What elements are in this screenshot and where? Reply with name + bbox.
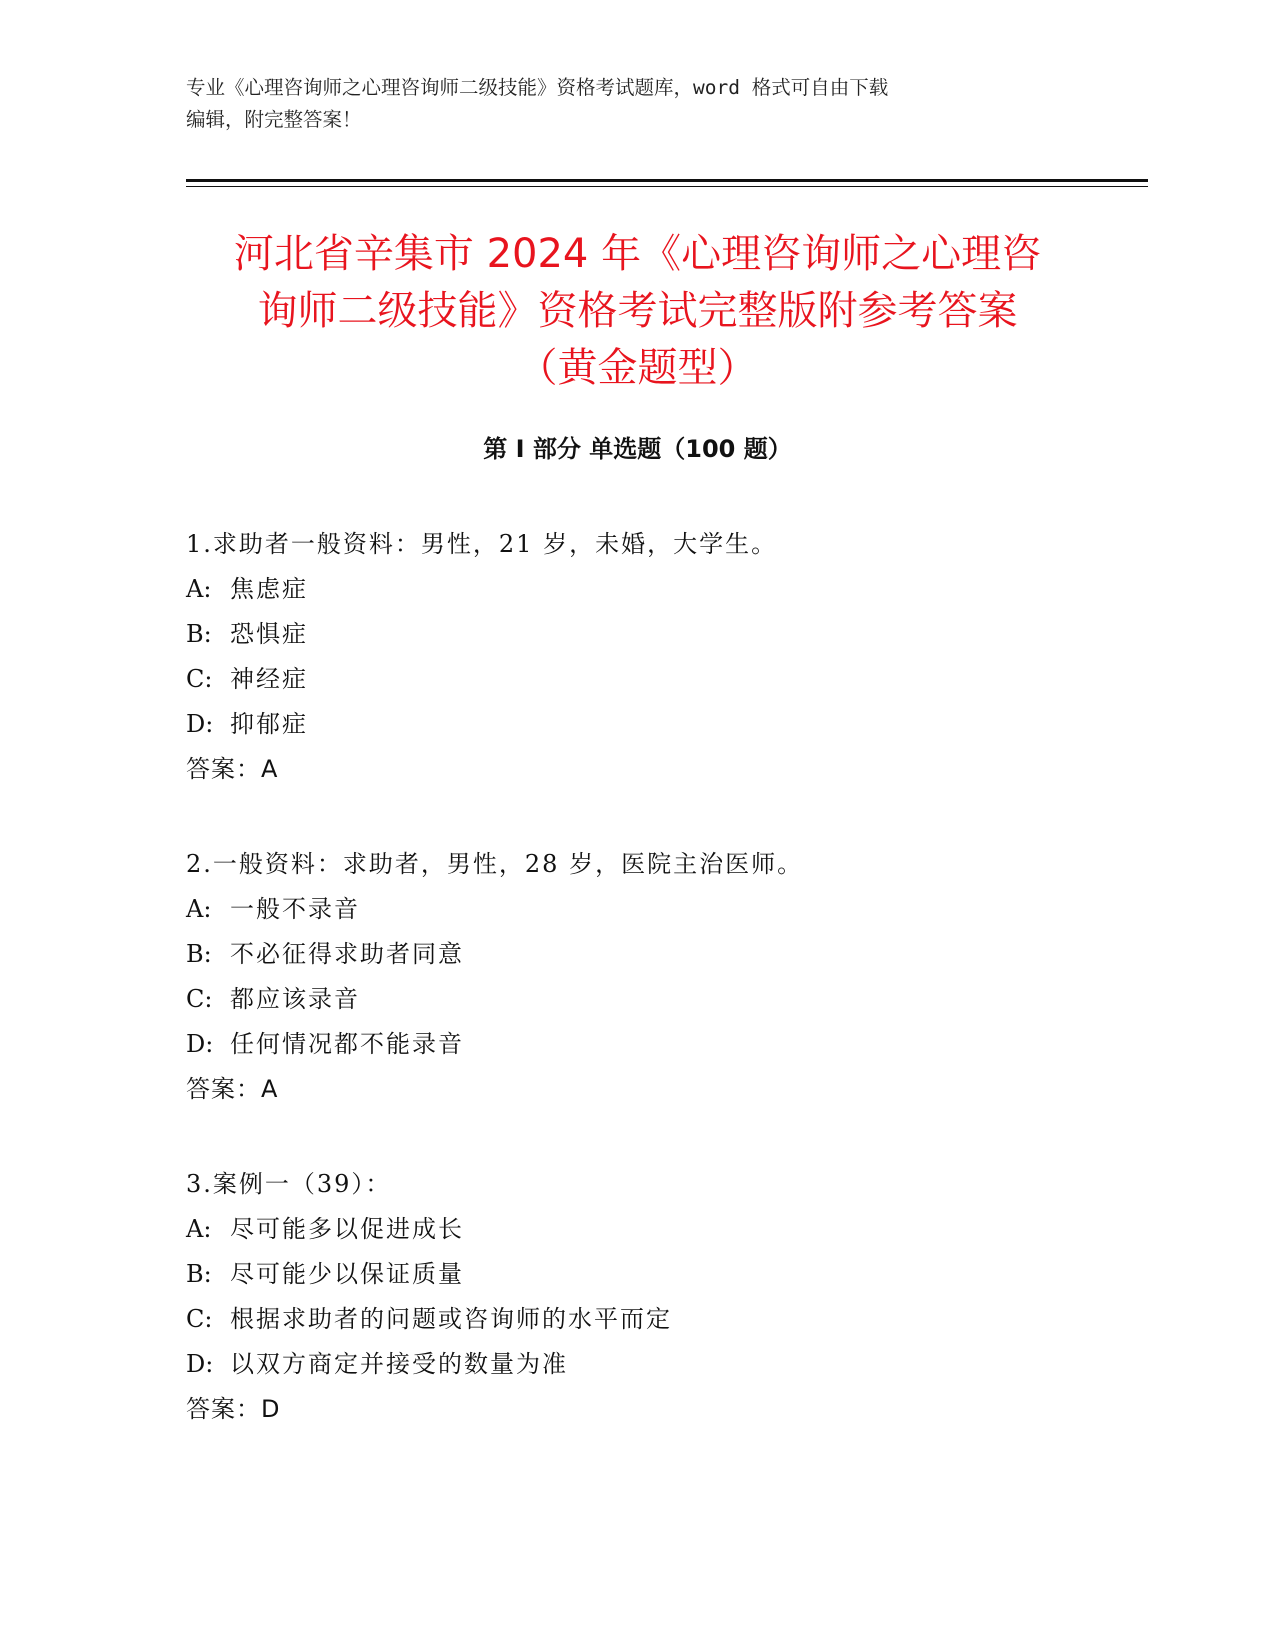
option-key: C: — [186, 665, 213, 693]
document-title-line-3: （黄金题型） — [517, 345, 758, 391]
option-text: 神经症 — [230, 665, 308, 693]
option-b — [186, 932, 1126, 977]
option-key: D: — [186, 1350, 214, 1378]
option-text: 抑郁症 — [230, 710, 308, 738]
question-1 — [186, 522, 1126, 792]
header-divider-thick — [186, 179, 1148, 182]
answer: 答案：D — [186, 1395, 281, 1423]
page-header-line-1: 专业《心理咨询师之心理咨询师二级技能》资格考试题库，word 格式可自由下载 — [186, 76, 889, 99]
option-c — [186, 977, 1126, 1022]
document-title-line-1: 河北省辛集市 2024 年《心理咨询师之心理咨 — [233, 231, 1042, 277]
answer: 答案：A — [186, 1075, 279, 1103]
option-text: 任何情况都不能录音 — [230, 1030, 464, 1058]
page-header-line-2: 编辑，附完整答案！ — [186, 108, 362, 131]
option-b — [186, 1252, 1126, 1297]
option-b — [186, 612, 1126, 657]
option-text: 以双方商定并接受的数量为准 — [230, 1350, 568, 1378]
option-d — [186, 1022, 1126, 1067]
option-key: D: — [186, 1030, 214, 1058]
option-text: 不必征得求助者同意 — [230, 940, 464, 968]
option-text: 尽可能多以促进成长 — [230, 1215, 464, 1243]
option-key: C: — [186, 1305, 213, 1333]
question-list — [186, 522, 1126, 1482]
option-key: A: — [186, 895, 212, 923]
option-d — [186, 702, 1126, 747]
document-title-line-2: 询师二级技能》资格考试完整版附参考答案 — [257, 288, 1018, 334]
option-text: 尽可能少以保证质量 — [230, 1260, 464, 1288]
option-text: 焦虑症 — [230, 575, 308, 603]
document-title — [150, 226, 1125, 397]
option-key: A: — [186, 575, 212, 603]
option-key: A: — [186, 1215, 212, 1243]
section-heading: 第 I 部分 单选题（100 题） — [483, 435, 792, 463]
option-key: B: — [186, 940, 212, 968]
option-a — [186, 1207, 1126, 1252]
option-key: B: — [186, 1260, 212, 1288]
question-3 — [186, 1162, 1126, 1432]
answer: 答案：A — [186, 755, 279, 783]
option-a — [186, 567, 1126, 612]
option-a — [186, 887, 1126, 932]
header-divider-thin — [186, 186, 1148, 187]
option-key: C: — [186, 985, 213, 1013]
option-c — [186, 657, 1126, 702]
page-header — [186, 72, 1086, 136]
option-text: 恐惧症 — [230, 620, 308, 648]
question-stem: 2.一般资料：求助者，男性，28 岁，医院主治医师。 — [186, 850, 804, 878]
option-key: B: — [186, 620, 212, 648]
option-d — [186, 1342, 1126, 1387]
option-key: D: — [186, 710, 214, 738]
option-text: 一般不录音 — [230, 895, 360, 923]
question-stem: 1.求助者一般资料：男性，21 岁，未婚，大学生。 — [186, 530, 778, 558]
option-text: 都应该录音 — [230, 985, 360, 1013]
option-text: 根据求助者的问题或咨询师的水平而定 — [230, 1305, 672, 1333]
option-c — [186, 1297, 1126, 1342]
question-2 — [186, 842, 1126, 1112]
question-stem: 3.案例一（39）： — [186, 1170, 392, 1198]
